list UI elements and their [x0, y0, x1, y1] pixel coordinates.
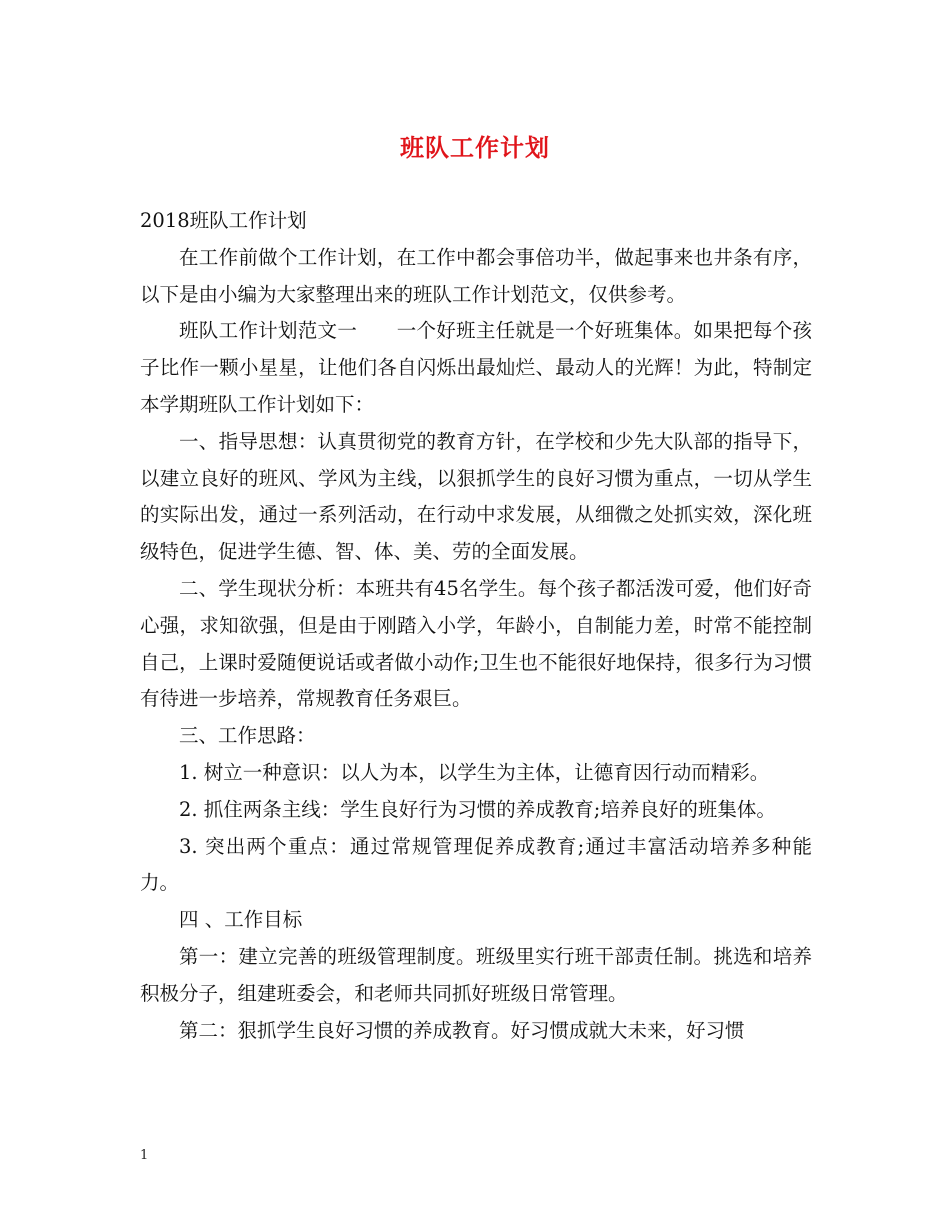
goal-two-paragraph: 第二：狠抓学生良好习惯的养成教育。好习惯成就大未来，好习惯 — [179, 1018, 745, 1042]
student-analysis-paragraph: 二、学生现状分析：本班共有45名学生。每个孩子都活泼可爱，他们好奇心强，求知欲强，但是由于刚踏入小学，年龄小，自制能力差，时常不能控制自己，上课时爱随便说话或者做小动作;卫生也不能很好地保持，很多行为习惯有待进一步培养，常规教育任务艰巨。 — [140, 576, 812, 711]
work-ideas-heading: 三、工作思路： — [179, 724, 316, 748]
sample-one-paragraph: 班队工作计划范文一 一个好班主任就是一个好班集体。如果把每个孩子比作一颗小星星，让他们各自闪烁出最灿烂、最动人的光辉！为此，特制定本学期班队工作计划如下： — [140, 319, 812, 416]
intro-paragraph: 在工作前做个工作计划，在工作中都会事倍功半，做起事来也井条有序，以下是由小编为大家整理出来的班队工作计划范文，仅供参考。 — [140, 245, 812, 306]
work-idea-item-1: 1. 树立一种意识：以人为本，以学生为主体，让德育因行动而精彩。 — [179, 760, 770, 784]
goal-one-paragraph: 第一：建立完善的班级管理制度。班级里实行班干部责任制。挑选和培养积极分子，组建班委会，和老师共同抓好班级日常管理。 — [140, 944, 812, 1005]
work-goals-heading: 四 、工作目标 — [179, 908, 303, 932]
document-title: 班队工作计划 — [400, 133, 550, 162]
work-idea-item-3: 3. 突出两个重点：通过常规管理促养成教育;通过丰富活动培养多种能力。 — [140, 834, 812, 895]
page-number: 1 — [140, 1148, 149, 1163]
work-idea-item-2: 2. 抓住两条主线：学生良好行为习惯的养成教育;培养良好的班集体。 — [179, 797, 776, 821]
subtitle-paragraph: 2018班队工作计划 — [140, 209, 307, 232]
document-body — [140, 203, 812, 1049]
guiding-ideas-paragraph: 一、指导思想：认真贯彻党的教育方针，在学校和少先大队部的指导下，以建立良好的班风、学风为主线，以狠抓学生的良好习惯为重点，一切从学生的实际出发，通过一系列活动，在行动中求发展，从细微之处抓实效，深化班级特色，促进学生德、智、体、美、劳的全面发展。 — [140, 429, 812, 564]
